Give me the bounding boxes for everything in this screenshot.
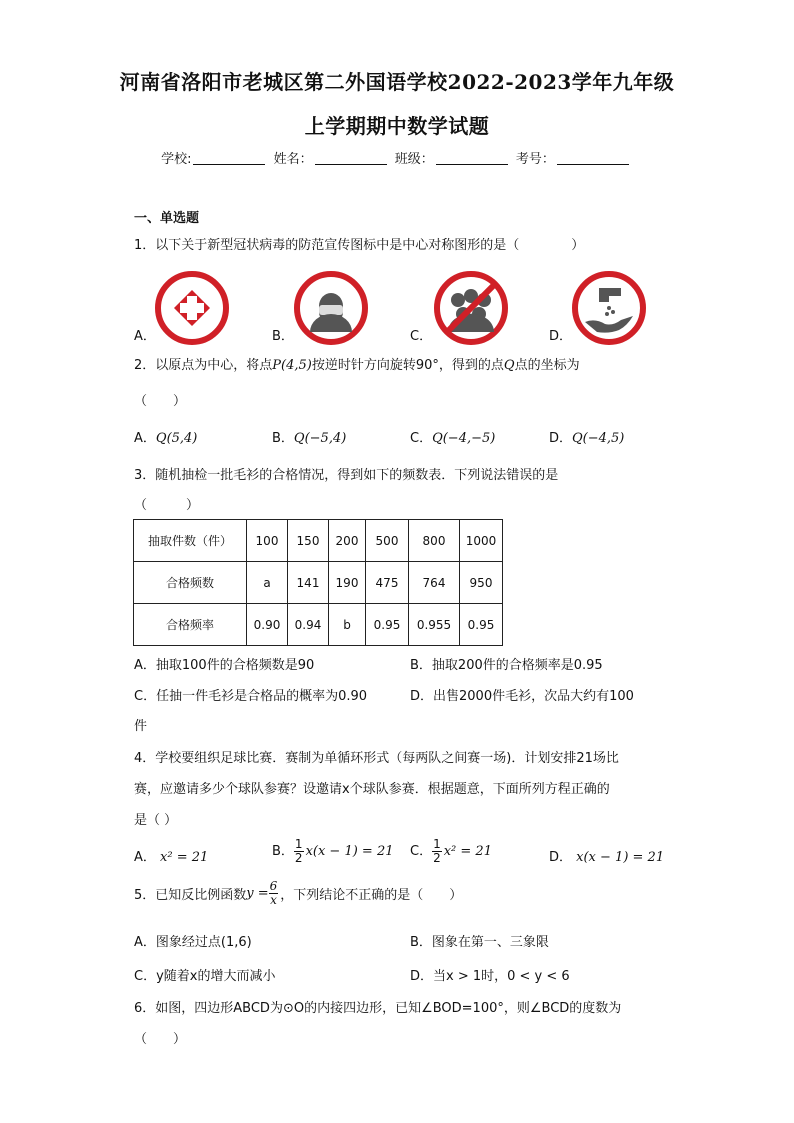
q2-option-c-math: Q(−4,−5) [432, 431, 496, 446]
table-cell: 0.95 [460, 604, 503, 646]
table-cell: 0.955 [409, 604, 460, 646]
q4-option-c-label: C． [410, 844, 433, 859]
table-cell: 190 [329, 562, 366, 604]
name-blank[interactable] [315, 152, 387, 165]
student-info-line [0, 148, 794, 167]
q5-option-a[interactable]: A．图象经过点(1,6) [134, 935, 252, 950]
q1-option-c[interactable]: C． [410, 329, 433, 344]
q2-point-p: P(4,5) [272, 358, 312, 373]
medical-cross-icon [154, 270, 230, 346]
q4-option-b[interactable] [272, 838, 394, 865]
no-crowd-icon [433, 270, 509, 346]
q2-option-d-math: Q(−4,5) [572, 431, 625, 446]
q4-line2: 赛，应邀请多少个球队参赛？设邀请x个球队参赛．根据题意，下面所列方程正确的 [134, 782, 610, 797]
q4-line3: 是（ ） [134, 813, 178, 828]
table-cell: 150 [288, 520, 329, 562]
table-cell: 950 [460, 562, 503, 604]
q5-option-c[interactable]: C．y随着x的增大而减小 [134, 969, 276, 984]
section-title: 一、单选题 [134, 211, 200, 226]
q2-option-c[interactable] [410, 427, 495, 446]
q5-fraction [269, 880, 279, 907]
q4-option-b-label: B． [272, 844, 294, 859]
exam-title-line1: 河南省洛阳市老城区第二外国语学校2022-2023学年九年级 [119, 70, 675, 94]
q4-option-d[interactable] [549, 846, 664, 865]
q1-option-d[interactable]: D． [549, 329, 573, 344]
q4-option-c-fraction [432, 838, 442, 865]
q2-option-d[interactable] [549, 427, 624, 446]
q6-line1: 6．如图，四边形ABCD为⊙O的内接四边形，已知∠BOD=100°，则∠BCD的度数为 [134, 1001, 622, 1016]
school-label: 学校: [161, 152, 192, 167]
q2-option-a-label: A． [134, 431, 156, 446]
table-cell: 0.90 [247, 604, 288, 646]
frequency-table [133, 519, 503, 646]
q4-option-b-math: x(x − 1) = 21 [305, 844, 394, 859]
exam-number-blank[interactable] [557, 152, 629, 165]
q4-option-c-math: x² = 21 [443, 844, 492, 859]
q5-option-b[interactable]: B．图象在第一、三象限 [410, 935, 549, 950]
q4-option-d-label: D． [549, 850, 573, 865]
q2-option-d-label: D． [549, 431, 573, 446]
q4-option-a-math: x² = 21 [160, 850, 209, 865]
fraction-denominator: 2 [433, 851, 441, 865]
table-cell: 100 [247, 520, 288, 562]
table-cell: a [247, 562, 288, 604]
table-cell: 200 [329, 520, 366, 562]
table-cell: 0.95 [366, 604, 409, 646]
q1-stem: 1．以下关于新型冠状病毒的防范宣传图标中是中心对称图形的是（ ） [134, 238, 585, 253]
hand-washing-icon [571, 270, 647, 346]
exam-title-line2: 上学期期中数学试题 [304, 114, 490, 138]
q2-option-b[interactable] [272, 427, 346, 446]
class-blank[interactable] [436, 152, 508, 165]
q2-option-a[interactable] [134, 427, 197, 446]
school-blank[interactable] [193, 152, 265, 165]
q4-option-b-fraction [294, 838, 304, 865]
q4-option-d-math: x(x − 1) = 21 [576, 850, 665, 865]
exam-number-label: 考号： [515, 152, 555, 167]
q4-line1: 4．学校要组织足球比赛．赛制为单循环形式（每两队之间赛一场)．计划安排21场比 [134, 751, 619, 766]
table-cell: b [329, 604, 366, 646]
q3-option-d-wrap: 件 [134, 719, 148, 734]
q3-option-d[interactable]: D．出售2000件毛衫，次品大约有100 [410, 689, 634, 704]
q3-option-b[interactable]: B．抽取200件的合格频率是0.95 [410, 658, 603, 673]
q3-option-a[interactable]: A．抽取100件的合格频数是90 [134, 658, 315, 673]
table-cell: 合格频率 [134, 604, 247, 646]
name-label: 姓名： [273, 152, 313, 167]
table-cell: 500 [366, 520, 409, 562]
q5-option-d[interactable]: D．当x > 1时，0 < y < 6 [410, 969, 570, 984]
table-cell: 141 [288, 562, 329, 604]
q2-point-q: Q [503, 358, 515, 373]
q5-stem-b: ，下列结论不正确的是（ ） [280, 888, 463, 903]
q4-option-a[interactable] [134, 846, 208, 865]
fraction-numerator: 1 [294, 837, 303, 851]
q5-stem [134, 880, 462, 907]
table-cell: 0.94 [288, 604, 329, 646]
q3-stem: 3．随机抽检一批毛衫的合格情况，得到如下的频数表．下列说法错误的是 [134, 468, 559, 483]
fraction-numerator: 6 [269, 879, 278, 893]
q3-option-c[interactable]: C．任抽一件毛衫是合格品的概率为0.90 [134, 689, 368, 704]
table-cell: 抽取件数（件） [134, 520, 247, 562]
q2-stem-a: 2．以原点为中心，将点 [134, 358, 273, 373]
table-cell: 475 [366, 562, 409, 604]
masked-person-icon [293, 270, 369, 346]
q1-option-b[interactable]: B． [272, 329, 294, 344]
fraction-numerator: 1 [433, 837, 441, 851]
q2-option-b-math: Q(−5,4) [293, 431, 347, 446]
class-label: 班级： [394, 152, 434, 167]
q3-paren: （ ） [134, 498, 200, 513]
table-cell: 800 [409, 520, 460, 562]
q2-stem-c: 点的坐标为 [514, 358, 580, 373]
q2-paren: （ ） [134, 394, 187, 409]
fraction-denominator: 2 [294, 851, 303, 865]
q5-function-lhs: y = [246, 886, 269, 901]
table-cell: 764 [409, 562, 460, 604]
q2-stem [134, 354, 580, 373]
table-row [134, 604, 503, 646]
table-cell: 合格频数 [134, 562, 247, 604]
q2-stem-b: 按逆时针方向旋转90°，得到的点 [311, 358, 504, 373]
q2-option-c-label: C． [410, 431, 433, 446]
q4-option-a-label: A． [134, 850, 156, 865]
table-cell: 1000 [460, 520, 503, 562]
q6-line2: （ ） [134, 1032, 187, 1047]
q2-option-a-math: Q(5,4) [155, 431, 198, 446]
q4-option-c[interactable] [410, 838, 492, 865]
table-row [134, 562, 503, 604]
fraction-denominator: x [270, 893, 277, 907]
q1-option-a[interactable]: A． [134, 329, 156, 344]
q5-stem-a: 5．已知反比例函数 [134, 888, 247, 903]
table-row [134, 520, 503, 562]
q2-option-b-label: B． [272, 431, 294, 446]
